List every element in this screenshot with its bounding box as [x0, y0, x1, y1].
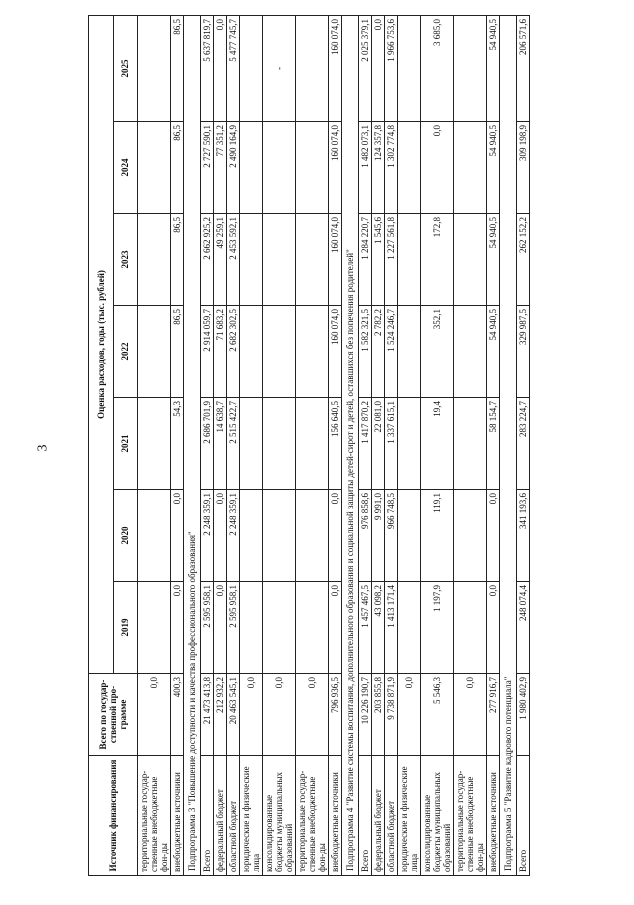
total-cell: 5 546,3	[421, 674, 454, 756]
year-value-cell	[263, 398, 296, 490]
year-value-cell: 1 582 321,5	[359, 306, 372, 398]
year-value-cell: 54 940,5	[487, 122, 500, 214]
row-label: внебюджетные источники	[171, 756, 184, 876]
row-label: юридические и физические лица	[240, 756, 263, 876]
year-value-cell	[398, 122, 421, 214]
year-value-cell: 1 545,6	[372, 214, 385, 306]
row-label: территориальные государ-ственные внебюджетные фон-ды	[296, 756, 329, 876]
year-value-cell: 2 595 958,1	[227, 582, 240, 674]
year-value-cell: 0,0	[171, 582, 184, 674]
year-value-cell: 160 074,0	[329, 15, 342, 121]
table-row	[227, 15, 240, 875]
table-row	[385, 15, 398, 875]
table-row	[398, 15, 421, 875]
row-label: областной бюджет	[227, 756, 240, 876]
subprogram-title: Подпрограмма 3 "Повышение доступности и качества профессионального образования"	[184, 15, 201, 875]
year-value-cell: 1 284 220,7	[359, 214, 372, 306]
year-value-cell: 0,0	[214, 490, 227, 582]
year-value-cell: 54,3	[171, 398, 184, 490]
table-row	[372, 15, 385, 875]
year-value-cell	[138, 582, 171, 674]
table-row	[138, 15, 171, 875]
year-value-cell: 0,0	[421, 122, 454, 214]
table-row	[201, 15, 214, 875]
finance-table	[88, 15, 530, 876]
table-row	[296, 15, 329, 875]
year-value-cell: 0,0	[487, 490, 500, 582]
total-cell: 212 932,2	[214, 674, 227, 756]
year-value-cell: 329 987,5	[517, 306, 530, 398]
year-value-cell: 283 224,7	[517, 398, 530, 490]
year-value-cell: -	[263, 15, 296, 121]
year-value-cell	[296, 214, 329, 306]
year-value-cell: 248 074,4	[517, 582, 530, 674]
year-value-cell	[138, 15, 171, 121]
total-cell: 20 463 545,1	[227, 674, 240, 756]
year-value-cell	[454, 214, 487, 306]
year-value-cell: 156 640,5	[329, 398, 342, 490]
year-value-cell	[138, 214, 171, 306]
year-value-cell: 1 227 561,8	[385, 214, 398, 306]
year-value-cell	[263, 122, 296, 214]
row-label: внебюджетные источники	[329, 756, 342, 876]
year-value-cell: 2 490 164,9	[227, 122, 240, 214]
year-value-cell: 0,0	[372, 15, 385, 121]
rotated-table-wrapper	[88, 16, 593, 876]
total-cell: 21 473 413,8	[201, 674, 214, 756]
header-estimate: Оценка расходов, годы (тыс. рублей)	[89, 15, 114, 673]
year-value-cell	[454, 398, 487, 490]
row-label: консолидированные бюджеты муниципальных образований	[263, 756, 296, 876]
year-value-cell	[398, 306, 421, 398]
total-cell: 400,3	[171, 674, 184, 756]
year-value-cell: 206 571,6	[517, 15, 530, 121]
year-value-cell: 1 966 753,6	[385, 15, 398, 121]
row-label: Всего	[359, 756, 372, 876]
year-value-cell: 1 482 073,1	[359, 122, 372, 214]
year-value-cell: 54 940,5	[487, 15, 500, 121]
year-value-cell: 54 940,5	[487, 306, 500, 398]
year-value-cell: 160 074,0	[329, 306, 342, 398]
row-label: областной бюджет	[385, 756, 398, 876]
year-value-cell	[398, 582, 421, 674]
header-year: 2025	[113, 15, 138, 121]
year-value-cell: 3 685,0	[421, 15, 454, 121]
year-value-cell: 1 302 774,8	[385, 122, 398, 214]
year-value-cell	[454, 490, 487, 582]
total-cell: 0,0	[398, 674, 421, 756]
year-value-cell	[263, 214, 296, 306]
year-value-cell: 43 098,2	[372, 582, 385, 674]
row-label: Всего	[517, 756, 530, 876]
year-value-cell	[454, 122, 487, 214]
year-value-cell	[454, 306, 487, 398]
year-value-cell	[240, 15, 263, 121]
year-value-cell	[296, 15, 329, 121]
year-value-cell: 1 524 246,7	[385, 306, 398, 398]
year-value-cell: 976 858,6	[359, 490, 372, 582]
year-value-cell: 77 351,2	[214, 122, 227, 214]
year-value-cell	[296, 490, 329, 582]
table-row	[329, 15, 342, 875]
year-value-cell	[138, 122, 171, 214]
total-cell: 0,0	[240, 674, 263, 756]
year-value-cell	[398, 214, 421, 306]
table-row	[240, 15, 263, 875]
year-value-cell: 2 727 590,1	[201, 122, 214, 214]
row-label: федеральный бюджет	[372, 756, 385, 876]
table-row	[359, 15, 372, 875]
header-year: 2023	[113, 214, 138, 306]
table-row	[454, 15, 487, 875]
row-label: Всего	[201, 756, 214, 876]
year-value-cell: 0,0	[171, 490, 184, 582]
year-value-cell	[263, 582, 296, 674]
year-value-cell	[138, 306, 171, 398]
year-value-cell	[240, 214, 263, 306]
year-value-cell: 5 637 819,7	[201, 15, 214, 121]
year-value-cell: 1 197,9	[421, 582, 454, 674]
year-value-cell: 2 595 958,1	[201, 582, 214, 674]
year-value-cell: 341 193,6	[517, 490, 530, 582]
year-value-cell	[398, 15, 421, 121]
year-value-cell	[263, 490, 296, 582]
year-value-cell	[398, 490, 421, 582]
row-label: юридические и физические лица	[398, 756, 421, 876]
year-value-cell	[296, 398, 329, 490]
year-value-cell: 966 748,5	[385, 490, 398, 582]
row-label: территориальные государ-ственные внебюджетные фон-ды	[138, 756, 171, 876]
row-label: внебюджетные источники	[487, 756, 500, 876]
year-value-cell	[398, 398, 421, 490]
year-value-cell: 119,1	[421, 490, 454, 582]
row-label: федеральный бюджет	[214, 756, 227, 876]
header-year: 2022	[113, 306, 138, 398]
year-value-cell: 160 074,0	[329, 214, 342, 306]
year-value-cell: 9 991,0	[372, 490, 385, 582]
year-value-cell: 86,5	[171, 306, 184, 398]
year-value-cell: 309 198,9	[517, 122, 530, 214]
year-value-cell	[240, 490, 263, 582]
subprogram-title: Подпрограмма 5 "Развитие кадрового потенциала"	[500, 15, 517, 875]
subprogram-title: Подпрограмма 4 "Развитие системы воспитания, дополнительного образования и социальной защиты детей-сирот и детей, оставшихся без попечения родителей"	[342, 15, 359, 875]
year-value-cell: 2 782,2	[372, 306, 385, 398]
year-value-cell: 2 682 302,5	[227, 306, 240, 398]
year-value-cell: 86,5	[171, 15, 184, 121]
year-value-cell: 2 025 379,1	[359, 15, 372, 121]
year-value-cell: 1 417 870,2	[359, 398, 372, 490]
year-value-cell: 1 413 171,4	[385, 582, 398, 674]
total-cell: 203 855,8	[372, 674, 385, 756]
year-value-cell: 1 457 467,5	[359, 582, 372, 674]
year-value-cell	[454, 582, 487, 674]
year-value-cell	[263, 306, 296, 398]
year-value-cell: 0,0	[487, 582, 500, 674]
total-cell: 0,0	[454, 674, 487, 756]
total-cell: 796 936,5	[329, 674, 342, 756]
total-cell: 0,0	[263, 674, 296, 756]
year-value-cell	[296, 306, 329, 398]
year-value-cell: 5 477 745,7	[227, 15, 240, 121]
year-value-cell: 22 081,0	[372, 398, 385, 490]
year-value-cell: 86,5	[171, 214, 184, 306]
table-row	[421, 15, 454, 875]
year-value-cell: 160 074,0	[329, 122, 342, 214]
year-value-cell: 2 686 701,9	[201, 398, 214, 490]
total-cell: 1 980 402,9	[517, 674, 530, 756]
year-value-cell	[240, 398, 263, 490]
year-value-cell: 86,5	[171, 122, 184, 214]
year-value-cell: 2 662 925,2	[201, 214, 214, 306]
year-value-cell: 49 259,1	[214, 214, 227, 306]
page-number: 3	[35, 444, 51, 452]
header-year: 2020	[113, 490, 138, 582]
row-label: территориальные государ-ственные внебюджетные фон-ды	[454, 756, 487, 876]
year-value-cell: 0,0	[214, 15, 227, 121]
table-row	[487, 15, 500, 875]
table-row	[214, 15, 227, 875]
table-row	[171, 15, 184, 875]
total-cell: 9 738 871,9	[385, 674, 398, 756]
year-value-cell	[138, 398, 171, 490]
header-year: 2019	[113, 582, 138, 674]
year-value-cell	[138, 490, 171, 582]
year-value-cell: 0,0	[329, 490, 342, 582]
year-value-cell	[296, 122, 329, 214]
year-value-cell: 14 638,7	[214, 398, 227, 490]
year-value-cell: 1 337 615,1	[385, 398, 398, 490]
year-value-cell: 124 357,8	[372, 122, 385, 214]
year-value-cell	[454, 15, 487, 121]
year-value-cell: 262 152,2	[517, 214, 530, 306]
year-value-cell: 2 515 422,7	[227, 398, 240, 490]
year-value-cell: 71 683,2	[214, 306, 227, 398]
year-value-cell: 0,0	[329, 582, 342, 674]
year-value-cell: 54 940,5	[487, 214, 500, 306]
year-value-cell	[296, 582, 329, 674]
header-year: 2024	[113, 122, 138, 214]
year-value-cell: 352,1	[421, 306, 454, 398]
year-value-cell: 172,8	[421, 214, 454, 306]
total-cell: 277 916,7	[487, 674, 500, 756]
header-total: Всего по государ-ственной про-грамме	[89, 674, 138, 756]
year-value-cell	[240, 306, 263, 398]
year-value-cell: 2 453 592,1	[227, 214, 240, 306]
table-row	[517, 15, 530, 875]
year-value-cell: 58 154,7	[487, 398, 500, 490]
year-value-cell: 2 248 359,1	[227, 490, 240, 582]
year-value-cell: 0,0	[214, 582, 227, 674]
total-cell: 10 226 190,7	[359, 674, 372, 756]
year-value-cell: 19,4	[421, 398, 454, 490]
year-value-cell: 2 248 359,1	[201, 490, 214, 582]
year-value-cell	[240, 122, 263, 214]
header-source: Источник финансирования	[89, 756, 138, 876]
row-label: консолидированные бюджеты муниципальных образований	[421, 756, 454, 876]
table-row	[263, 15, 296, 875]
year-value-cell	[240, 582, 263, 674]
total-cell: 0,0	[138, 674, 171, 756]
year-value-cell: 2 914 059,7	[201, 306, 214, 398]
header-year: 2021	[113, 398, 138, 490]
total-cell: 0,0	[296, 674, 329, 756]
